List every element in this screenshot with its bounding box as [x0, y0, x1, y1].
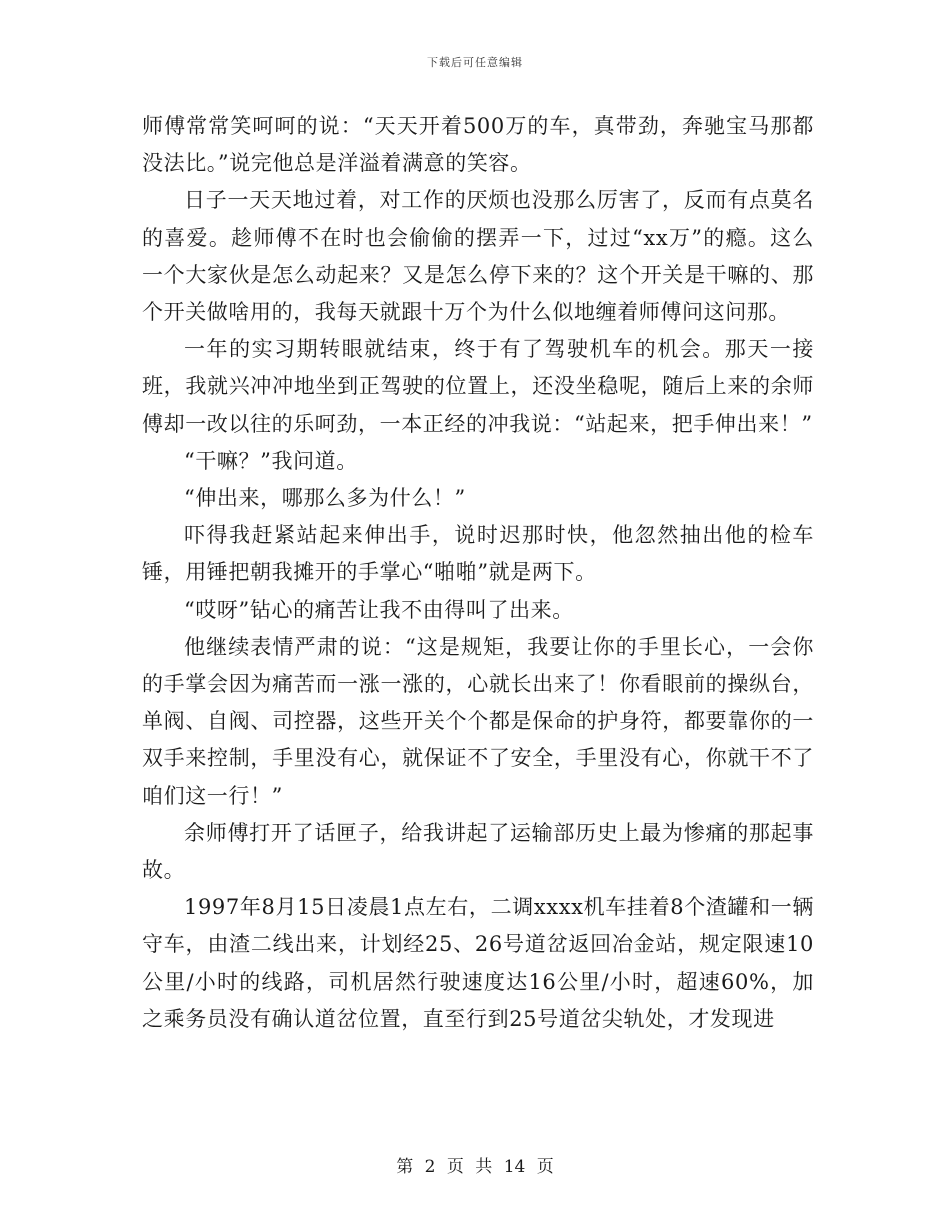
paragraph: “干嘛？”我问道。	[184, 448, 358, 473]
paragraph: “哎呀”钻心的痛苦让我不由得叫了出来。	[184, 597, 574, 622]
paragraph: 一年的实习期转眼就结束，终于有了驾驶机车的机会。那天一接班，我就兴冲冲地坐到正驾驶的位置上，还没坐稳呢，随后上来的余师傅却一改以往的乐呵劲，一本正经的冲我说：“站起来，把手伸出来！”	[142, 337, 814, 436]
page-header: 下载后可任意编辑	[427, 56, 523, 69]
paragraph: 1997年8月15日凌晨1点左右，二调xxxx机车挂着8个渣罐和一辆守车，由渣二线出来，计划经25、26号道岔返回冶金站，规定限速10公里/小时的线路，司机居然行驶速度达16公里/小时，超速60%，加之乘务员没有确认道岔位置，直至行到25号道岔尖轨处，才发现进	[142, 895, 814, 1031]
document-body	[142, 108, 814, 1038]
paragraph: 他继续表情严肃的说：“这是规矩，我要让你的手里长心，一会你的手掌会因为痛苦而一涨一涨的，心就长出来了！你看眼前的操纵台，单阀、自阀、司控器，这些开关个个都是保命的护身符，都要靠你的一双手来控制，手里没有心，就保证不了安全，手里没有心，你就干不了咱们这一行！”	[142, 634, 814, 808]
paragraph: 余师傅打开了话匣子，给我讲起了运输部历史上最为惨痛的那起事故。	[142, 820, 814, 883]
paragraph: “伸出来，哪那么多为什么！”	[184, 486, 466, 511]
paragraph: 吓得我赶紧站起来伸出手，说时迟那时快，他忽然抽出他的检车锤，用锤把朝我摊开的手掌心“啪啪”就是两下。	[142, 523, 814, 585]
paragraph: 日子一天天地过着，对工作的厌烦也没那么厉害了，反而有点莫名的喜爱。趁师傅不在时也会偷偷的摆弄一下，过过“xx万”的瘾。这么一个大家伙是怎么动起来？又是怎么停下来的？这个开关是干嘛的、那个开关做啥用的，我每天就跟十万个为什么似地缠着师傅问这问那。	[142, 188, 814, 325]
paragraph: 师傅常常笑呵呵的说：“天天开着500万的车，真带劲，奔驰宝马那都没法比。”说完他总是洋溢着满意的笑容。	[142, 114, 814, 176]
page-footer: 第 2 页 共 14 页	[396, 1157, 554, 1177]
